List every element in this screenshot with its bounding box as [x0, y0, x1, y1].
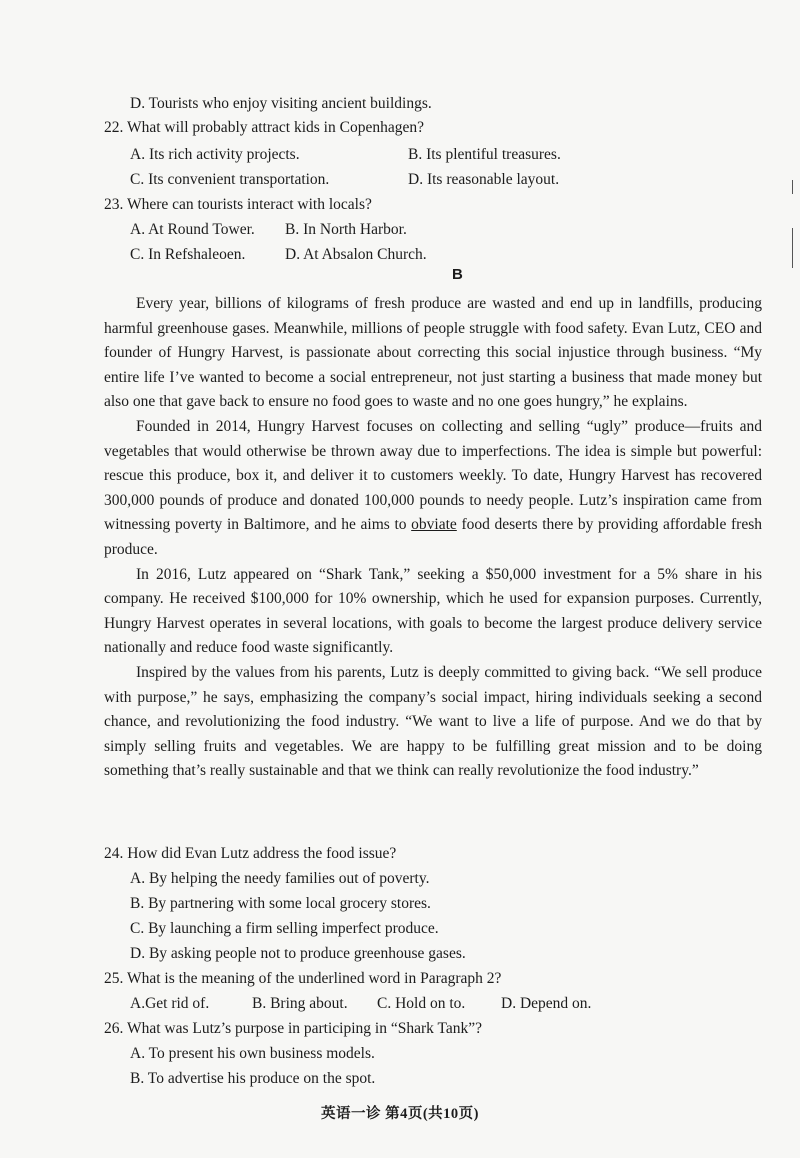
- q26-option-a: A. To present his own business models.: [130, 1045, 375, 1062]
- q21-option-d: D. Tourists who enjoy visiting ancient buildings.: [130, 95, 432, 112]
- q25-option-b: B. Bring about.: [252, 995, 348, 1012]
- q22-option-d: D. Its reasonable layout.: [408, 171, 560, 188]
- q24-option-a: A. By helping the needy families out of poverty.: [130, 870, 430, 887]
- q24-stem: 24. How did Evan Lutz address the food issue?: [104, 845, 397, 862]
- underlined-word: obviate: [411, 516, 457, 534]
- q25-option-a: A.Get rid of.: [130, 995, 210, 1012]
- q24-option-d: D. By asking people not to produce greenhouse gases.: [130, 945, 466, 962]
- q23-option-c: C. In Refshaleoen.: [130, 246, 246, 263]
- section-heading: B: [452, 266, 463, 283]
- q24-option-c: C. By launching a firm selling imperfect produce.: [130, 920, 439, 937]
- q23-stem: 23. Where can tourists interact with locals?: [104, 196, 372, 213]
- scan-mark: [792, 228, 793, 268]
- q23-option-a: A. At Round Tower.: [130, 221, 255, 238]
- q25-option-c: C. Hold on to.: [377, 995, 466, 1012]
- paragraph-2-text-a: Founded in 2014, Hungry Harvest focuses on collecting and selling “ugly” produce—fruits and vegetables that would otherwise be thrown away due to imperfections. The idea is simple but powerful: rescue this produce, box it, and deliver it to customers weekly. To date, Hungry Harvest has recovered 300,000 pounds of produce and donated 100,000 pounds to needy people. Lutz’s inspiration came from witnessing poverty in Baltimore, and he aims to: [104, 417, 762, 534]
- passage: [104, 292, 762, 784]
- q25-stem: 25. What is the meaning of the underlined word in Paragraph 2?: [104, 970, 502, 987]
- paragraph-2-text-b: food deserts there by providing affordable fresh produce.: [104, 516, 762, 558]
- q22-option-a: A. Its rich activity projects.: [130, 146, 300, 163]
- q23-option-b: B. In North Harbor.: [285, 221, 407, 238]
- paragraph-1: Every year, billions of kilograms of fresh produce are wasted and end up in landfills, producing harmful greenhouse gases. Meanwhile, millions of people struggle with food safety. Evan Lutz, CEO and founder of Hungry Harvest, is passionate about correcting this social injustice through business. “My entire life I’ve wanted to become a social entrepreneur, not just starting a business that made money but also one that gave back to ensure no food goes to waste and no one goes hungry,” he explains.: [104, 295, 762, 411]
- q26-option-b: B. To advertise his produce on the spot.: [130, 1070, 376, 1087]
- paragraph-3: In 2016, Lutz appeared on “Shark Tank,” seeking a $50,000 investment for a 5% share in his company. He received $100,000 for 10% ownership, which he used for expansion purposes. Currently, Hungry Harvest operates in several locations, with goals to become the largest produce delivery service nationally and reduce food waste significantly.: [104, 565, 762, 657]
- q25-option-d: D. Depend on.: [501, 995, 592, 1012]
- q26-stem: 26. What was Lutz’s purpose in participing in “Shark Tank”?: [104, 1020, 483, 1037]
- q22-option-b: B. Its plentiful treasures.: [408, 146, 561, 163]
- q24-option-b: B. By partnering with some local grocery stores.: [130, 895, 431, 912]
- paragraph-4: Inspired by the values from his parents, Lutz is deeply committed to giving back. “We sell produce with purpose,” he says, emphasizing the company’s social impact, hiring individuals seeking a second chance, and revolutionizing the food industry. “We want to live a life of purpose. And we do that by simply selling fruits and vegetables. We are happy to be fulfilling great mission and to be doing something that’s really sustainable and that we think can really revolutionize the food industry.”: [104, 663, 762, 780]
- q22-stem: 22. What will probably attract kids in Copenhagen?: [104, 119, 424, 136]
- scan-mark: [792, 180, 793, 194]
- q22-option-c: C. Its convenient transportation.: [130, 171, 330, 188]
- page-footer: 英语一诊 第4页(共10页): [320, 1106, 480, 1122]
- paragraph-2: [104, 415, 762, 563]
- q23-option-d: D. At Absalon Church.: [285, 246, 427, 263]
